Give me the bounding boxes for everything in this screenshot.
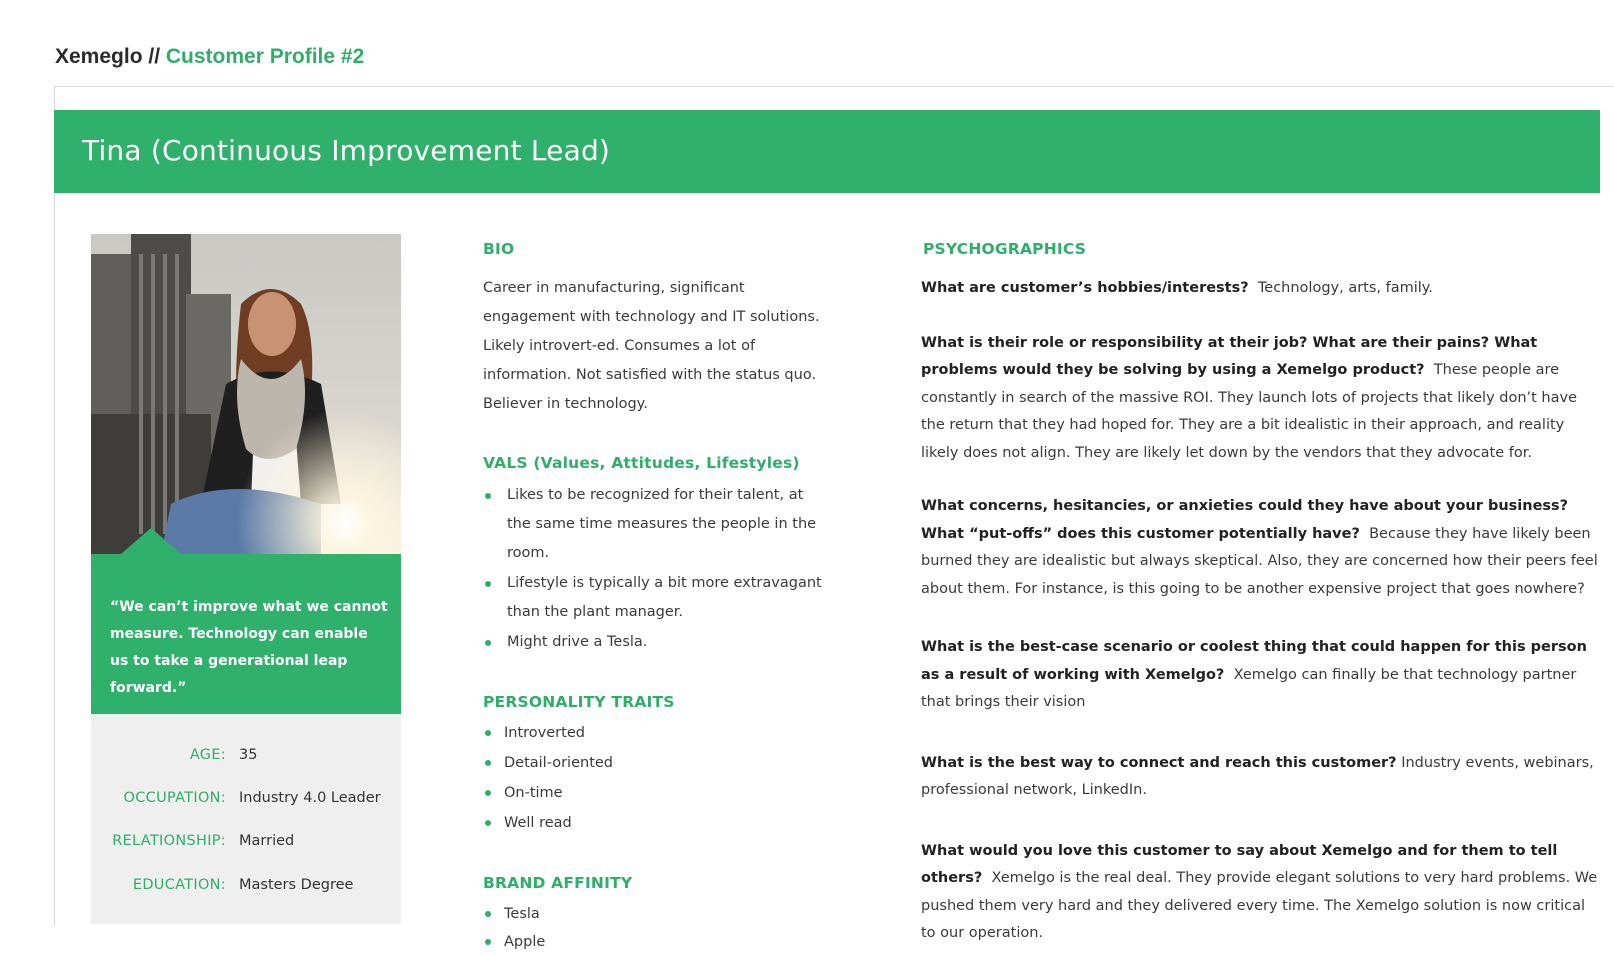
persona-quote: “We can’t improve what we cannot measure. Technology can enable us to take a generational leap forward.”: [110, 599, 388, 696]
qa-concerns: [921, 493, 1601, 603]
list-item: On-time: [483, 778, 843, 808]
vals-list: [483, 481, 828, 657]
persona-photo: [91, 234, 401, 554]
qa-question: What is the best way to connect and reach this customer?: [921, 754, 1397, 771]
stat-value: Industry 4.0 Leader: [239, 790, 381, 806]
qa-question: What is the best-case scenario or coolest thing that could happen for this person as a result of working with Xemelgo?: [921, 639, 1587, 683]
list-item: Introverted: [483, 718, 843, 748]
bio-heading: BIO: [483, 240, 515, 258]
vals-heading: VALS (Values, Attitudes, Lifestyles): [483, 454, 800, 472]
persona-photo-image: [91, 234, 401, 554]
list-item: Detail-oriented: [483, 748, 843, 778]
qa-answer: Because they have likely been burned they are idealistic but always skeptical. Also, they are concerned how their peers feel about them. For instance, is this going to be another expensive project that goes nowhere?: [921, 525, 1598, 597]
brand-name: Xemeglo: [55, 45, 143, 68]
psychographics-heading: PSYCHOGRAPHICS: [923, 240, 1087, 258]
persona-banner: [54, 110, 1600, 193]
stat-value: Masters Degree: [239, 877, 354, 893]
middle-column: [483, 240, 843, 957]
qa-answer: Technology, arts, family.: [1257, 280, 1433, 296]
bio-text: Career in manufacturing, significant engagement with technology and IT solutions. Likely introvert-ed. Consumes a lot of information. Not satisfied with the status quo. Believer in technology.: [483, 280, 820, 412]
stat-row-age: [91, 747, 401, 771]
list-item: Likes to be recognized for their talent, at the same time measures the people in the room.: [483, 481, 828, 568]
qa-testimonial: [921, 838, 1601, 948]
qa-answer: These people are constantly in search of the massive ROI. They launch lots of projects that likely don’t have the return that they had hoped for. They are a bit idealistic in their approach, and reality likely does not align. They are likely let down by the vendors that they advocate for.: [921, 362, 1578, 461]
page-title: [55, 45, 364, 69]
list-item: Tesla: [483, 899, 843, 929]
brand-list: [483, 899, 843, 957]
list-item: Apple: [483, 927, 843, 957]
qa-hobbies: [921, 275, 1601, 303]
personality-heading: PERSONALITY TRAITS: [483, 693, 675, 711]
brand-heading: BRAND AFFINITY: [483, 874, 633, 892]
list-item: Well read: [483, 808, 843, 838]
psychographics-column: [921, 240, 1601, 948]
qa-reach: [921, 750, 1601, 805]
list-item: Lifestyle is typically a bit more extravagant than the plant manager.: [483, 569, 828, 627]
quote-pointer: [121, 528, 181, 554]
persona-quote-box: [91, 554, 401, 714]
stat-value: Married: [239, 833, 295, 849]
personality-list: [483, 718, 843, 838]
stat-label: OCCUPATION:: [123, 790, 226, 806]
qa-answer: Xemelgo can finally be that technology partner that brings their vision: [921, 666, 1577, 710]
qa-best-case: [921, 634, 1601, 717]
stat-row-education: [91, 877, 401, 901]
persona-stats: [91, 714, 401, 924]
qa-question: What is their role or responsibility at their job? What are their pains? What problems would they be solving by using a Xemelgo product?: [921, 334, 1538, 378]
stat-label: RELATIONSHIP:: [112, 833, 226, 849]
qa-answer: Xemelgo is the real deal. They provide elegant solutions to very hard problems. We pushed them very hard and they delivered every time. The Xemelgo solution is now critical to our operation.: [921, 870, 1598, 941]
stat-row-relationship: [91, 833, 401, 857]
qa-question: What are customer’s hobbies/interests?: [921, 280, 1249, 296]
list-item: Might drive a Tesla.: [483, 628, 828, 657]
stat-label: EDUCATION:: [132, 877, 226, 893]
qa-question: What concerns, hesitancies, or anxieties could they have about your business? What “put-offs” does this customer potentially have?: [921, 498, 1569, 542]
stat-value: 35: [239, 747, 258, 763]
qa-answer: Industry events, webinars, professional network, LinkedIn.: [921, 754, 1594, 798]
stat-row-occupation: [91, 790, 401, 814]
stat-label: AGE:: [189, 747, 226, 763]
persona-name: Tina (Continuous Improvement Lead): [82, 134, 611, 167]
page-subtitle: Customer Profile #2: [165, 45, 365, 68]
qa-question: What would you love this customer to say about Xemelgo and for them to tell others?: [921, 842, 1558, 886]
qa-role: [921, 330, 1601, 468]
title-separator: //: [142, 45, 166, 68]
